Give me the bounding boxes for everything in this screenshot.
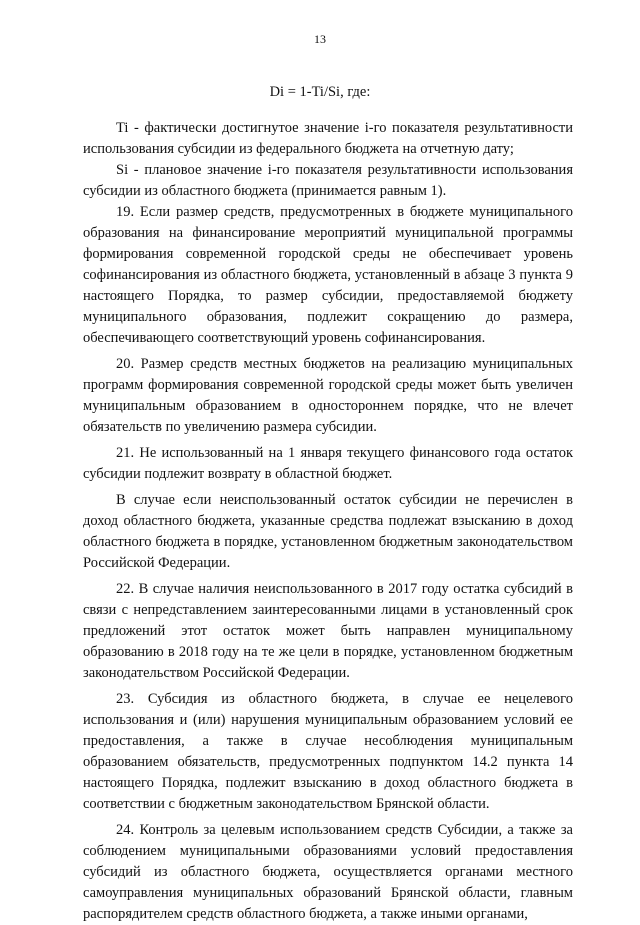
paragraph-ti-definition: Ti - фактически достигнутое значение i-го показателя результативности использования субсидии из федерального бюджета на отчетную дату;	[83, 120, 573, 157]
paragraph-22: 22. В случае наличия неиспользованного в 2017 году остатка субсидий в связи с непредставлением заинтересованными лицами в установленный срок предложений этот остаток может быть направлен муниципальному образованию в 2018 году на те же цели в порядке, установленном бюджетным законодательством Российской Федерации.	[83, 581, 573, 681]
paragraph-24: 24. Контроль за целевым использованием средств Субсидии, а также за соблюдением муниципальными образованиями условий предоставления субсидий из областного бюджета, осуществляется органами местного самоуправления муниципальных образований Брянской области, главным распорядителем средств областного бюджета, а также иными органами,	[83, 822, 573, 922]
paragraph-20: 20. Размер средств местных бюджетов на реализацию муниципальных программ формирования современной городской среды может быть увеличен муниципальным образованием в одностороннем порядке, что не влечет обязательств по увеличению размера субсидии.	[83, 356, 573, 435]
page-number: 13	[314, 32, 326, 46]
formula: Di = 1-Ti/Si, где:	[269, 84, 371, 100]
paragraph-21-continued: В случае если неиспользованный остаток субсидии не перечислен в доход областного бюджета, указанные средства подлежат взысканию в доход областного бюджета в порядке, установленном бюджетным законодательством Российской Федерации.	[83, 492, 573, 571]
paragraph-21: 21. Не использованный на 1 января текущего финансового года остаток субсидии подлежит возврату в областной бюджет.	[83, 445, 573, 482]
paragraph-si-definition: Si - плановое значение i-го показателя результативности использования субсидии из областного бюджета (принимается равным 1).	[83, 162, 573, 199]
paragraph-19: 19. Если размер средств, предусмотренных в бюджете муниципального образования на финансирование мероприятий муниципальной программы формирования современной городской среды не обеспечивает уровень софинансирования из областного бюджета, установленный в абзаце 3 пункта 9 настоящего Порядка, то размер субсидии, предоставляемой бюджету муниципального образования, подлежит сокращению до размера, обеспечивающего соответствующий уровень софинансирования.	[83, 204, 573, 346]
document-body	[83, 118, 573, 925]
paragraph-23: 23. Субсидия из областного бюджета, в случае ее нецелевого использования и (или) нарушения муниципальным образованием условий ее предоставления, а также в случае несоблюдения муниципальным образованием обязательств, предусмотренных подпунктом 14.2 пункта 14 настоящего Порядка, подлежит взысканию в доход областного бюджета в соответствии с бюджетным законодательством Брянской области.	[83, 691, 573, 812]
